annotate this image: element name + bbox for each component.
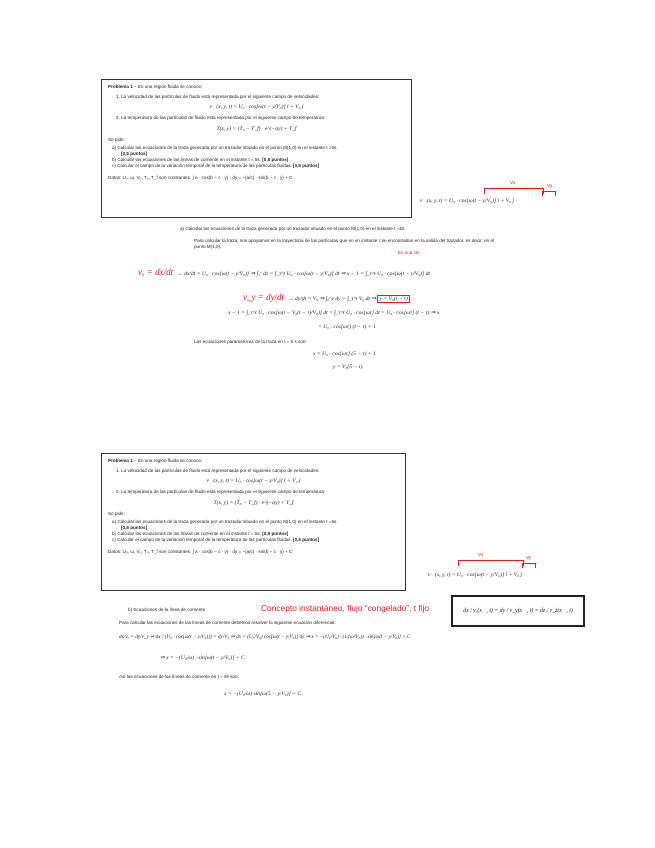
- part-b-paragraph-2: Así las ecuaciones de las líneas de corriente en t = 5s son:: [119, 674, 239, 679]
- annotation-velocity-eq: v⃗(x, y, t) = U₀ · cos[ω(t − y/V₀)] î + V₀ ĵ: [420, 198, 514, 204]
- question-a-text: a) Calcular las ecuaciones de la traza generada por un trazador situado en el punto M(1,0) en el instante t =5s.: [112, 144, 338, 150]
- question-a-text-b: a) Calcular las ecuaciones de la traza generada por un trazador situado en el punto M(1,0) en el instante t =5s.: [112, 518, 338, 524]
- part-b-heading: b) Ecuaciones de la línea de corriente: [128, 607, 206, 612]
- trace-x-equation: x = U₀ · cos[ωτ] (5 − τ) + 1: [313, 351, 376, 357]
- y-result-box: y = V₀(t − τ): [379, 296, 408, 302]
- question-b-text: b) Calcular las ecuaciones de las líneas de corriente en el instante t = 5s.: [112, 157, 263, 163]
- problem-item-1-b: 1. La velocidad de las partículas de fluido está representada por el siguiente campo de velocidades:: [116, 468, 320, 474]
- problem-intro-2: [108, 458, 399, 464]
- problem-box-bottom: [101, 453, 406, 591]
- question-a-points-b: [0,5 puntos]: [121, 525, 148, 531]
- velocity-equation: v⃗(x, y, t) = U₀ · cos[ω(t − y/V₀)] î + V₀ ĵ: [209, 104, 304, 111]
- temperature-equation: T(x, y) = (T₀ − T_f) · e^(−αy) + T_f: [216, 125, 297, 132]
- question-c-text: c) Calcular el campo de la variación temporal de la temperatura de las partículas fluidas.: [112, 163, 294, 169]
- question-c-points-b: [0,5 puntos]: [293, 537, 320, 543]
- question-b-points-b: [0,5 puntos]: [262, 531, 289, 537]
- velocity-equation-b: v⃗(x, y, t) = U₀ · cos[ω(t − y/V₀)] î + V₀ ĵ: [206, 478, 301, 485]
- part-a-eq2: [243, 287, 410, 305]
- temperature-equation-b: T(x, y) = (T₀ − T_f) · e^(−αy) + T_f: [213, 499, 294, 506]
- vx-label-b: Vx: [478, 552, 484, 557]
- streamline-formula: dx / vₓ(x⃗, t) = dy / v_y(x⃗, t) = dz / v_z(x⃗, t): [463, 608, 573, 614]
- cte-note: Es una cte: [398, 250, 420, 255]
- question-c: [108, 163, 405, 169]
- problem-title-2: Problema 1: [108, 458, 133, 463]
- question-b-points: [0,5 puntos]: [262, 157, 289, 163]
- streamline-formula-box: [451, 595, 585, 627]
- problem-item-2: 2. La temperatura de las partículas de fluido está representada por el siguiente campo de temperatura:: [116, 115, 326, 121]
- problem-box-top: [101, 79, 412, 218]
- annotation-velocity-eq-b: v⃗(x, y, t) = U₀ · cos[ω(t − y/V₀)] î + V₀ ĵ: [428, 572, 522, 578]
- question-a: [108, 145, 405, 157]
- problem-item-2-b: 2. La temperatura de las partículas de fluido está representada por el siguiente campo de temperatura:: [116, 489, 326, 495]
- vy-definition: v_y = dy/dt: [243, 292, 285, 302]
- question-c-text-b: c) Calcular el campo de la variación temporal de la temperatura de las partículas fluidas.: [112, 537, 294, 543]
- part-a-eq1: [138, 262, 430, 280]
- vy-bracket-b: [522, 563, 536, 568]
- problem-item-1: 1. La velocidad de las partículas de fluido está representada por el siguiente campo de velocidades:: [116, 94, 320, 100]
- problem-intro-text-2: – En una región fluida se conoce:: [132, 458, 203, 463]
- part-a-paragraph: Para calcular la traza, nos apoyamos en la trayectoria de las partículas que en un instante τ se encontraban en la salida del trazador, es decir, en el punto M(1,0).: [194, 238, 495, 250]
- part-a-paragraph-2: Las ecuaciones paramétricas de la traza en t = 5 s son:: [194, 339, 307, 344]
- vx-definition: vₓ = dx/dt: [138, 267, 174, 277]
- concept-note: Concepto instantáneo, flujo “congelado”, t fijo: [261, 603, 430, 613]
- part-b-paragraph: Para calcular las ecuaciones de las líneas de corriente debemos resolver la siguiente ecuación diferencial:: [119, 620, 336, 625]
- part-a-eq1-body: → dx/dt = U₀ · cos[ω(t − y/V₀)] ⇒ ∫₁ˣ dx = ∫_τ^t U₀ · cos[ω(t − y/V₀)] dt ⇒ x − 1 = ∫_τ^t U₀ · cos[ω(t − y/V₀)] dt: [177, 271, 430, 277]
- part-a-eq4: = U₀ · cos[ωτ] (t − τ) + 1: [318, 324, 376, 330]
- question-c-b: [108, 537, 399, 543]
- problem-intro-text: – En una región fluida se conoce:: [132, 84, 203, 89]
- annotation-bottom: [428, 552, 648, 588]
- vy-bracket: [542, 191, 556, 196]
- datos-b: Datos: U₀, ω, V₀, T₀, T_f son constantes. ∫ a · cos(b − c · y) · dy = −(a/c) · sin(b − c · y) + C: [108, 548, 293, 554]
- problem-intro: [108, 84, 405, 90]
- part-b-eq2: ⇒ x = −(U₀/ω) · sin[ω(t − y/V₀)] + C: [160, 655, 245, 661]
- datos: Datos: U₀, ω, V₀, T₀, T_f son constantes. ∫ a · cos(b − c · y) · dy = −(a/c) · sin(b − c · y) + C: [108, 174, 293, 180]
- problem-title: Problema 1: [108, 84, 133, 89]
- question-a-b: [108, 519, 399, 531]
- question-c-points: [0,5 puntos]: [293, 163, 320, 169]
- vx-bracket-b: [458, 560, 524, 566]
- part-b-eq1: dx/vₓ = dy/v_y ⇒ dx / (U₀ · cos[ω(t − y/V₀)]) = dy/V₀ ⇒ dx = (U₀/V₀) cos[ω(t − y/V₀)] dy ⇒ x = −(U₀/V₀) · (1/(ω/V₀)) · sin[ω(t − y/V₀)] + C: [119, 634, 411, 640]
- trace-y-equation: y = V₀(5 − τ): [333, 364, 363, 370]
- vx-label: Vx: [510, 180, 516, 185]
- vy-label: Vy: [547, 183, 553, 188]
- question-a-points: [0,5 puntos]: [121, 151, 148, 157]
- part-a-eq2-body: → dy/dt = V₀ ⇒ ∫₀^y dy = ∫_τ^t V₀ dt ⇒: [288, 296, 378, 302]
- part-a-eq3: x − 1 = ∫_τ^t U₀ · cos[ω(t − V₀(t − τ)/V₀)] dt = ∫_τ^t U₀ · cos[ωτ] dt = U₀ · cos[ωτ] (t − τ) ⇒ x: [228, 310, 440, 316]
- part-a-heading: a) Calcular las ecuaciones de la traza generada por un trazador situado en el punto M(1,0) en el instante t =5s: [180, 226, 405, 231]
- annotation-top: [420, 180, 650, 220]
- se-pide-b: Se pide:: [108, 510, 125, 516]
- se-pide: Se pide:: [108, 136, 125, 142]
- vx-bracket: [484, 188, 544, 194]
- vy-label-b: Vy: [526, 555, 532, 560]
- streamline-result: x = −(U₀/ω) sin[ω(5 − y/V₀)] + C: [224, 691, 302, 697]
- question-b-text-b: b) Calcular las ecuaciones de las líneas de corriente en el instante t = 5s.: [112, 531, 263, 537]
